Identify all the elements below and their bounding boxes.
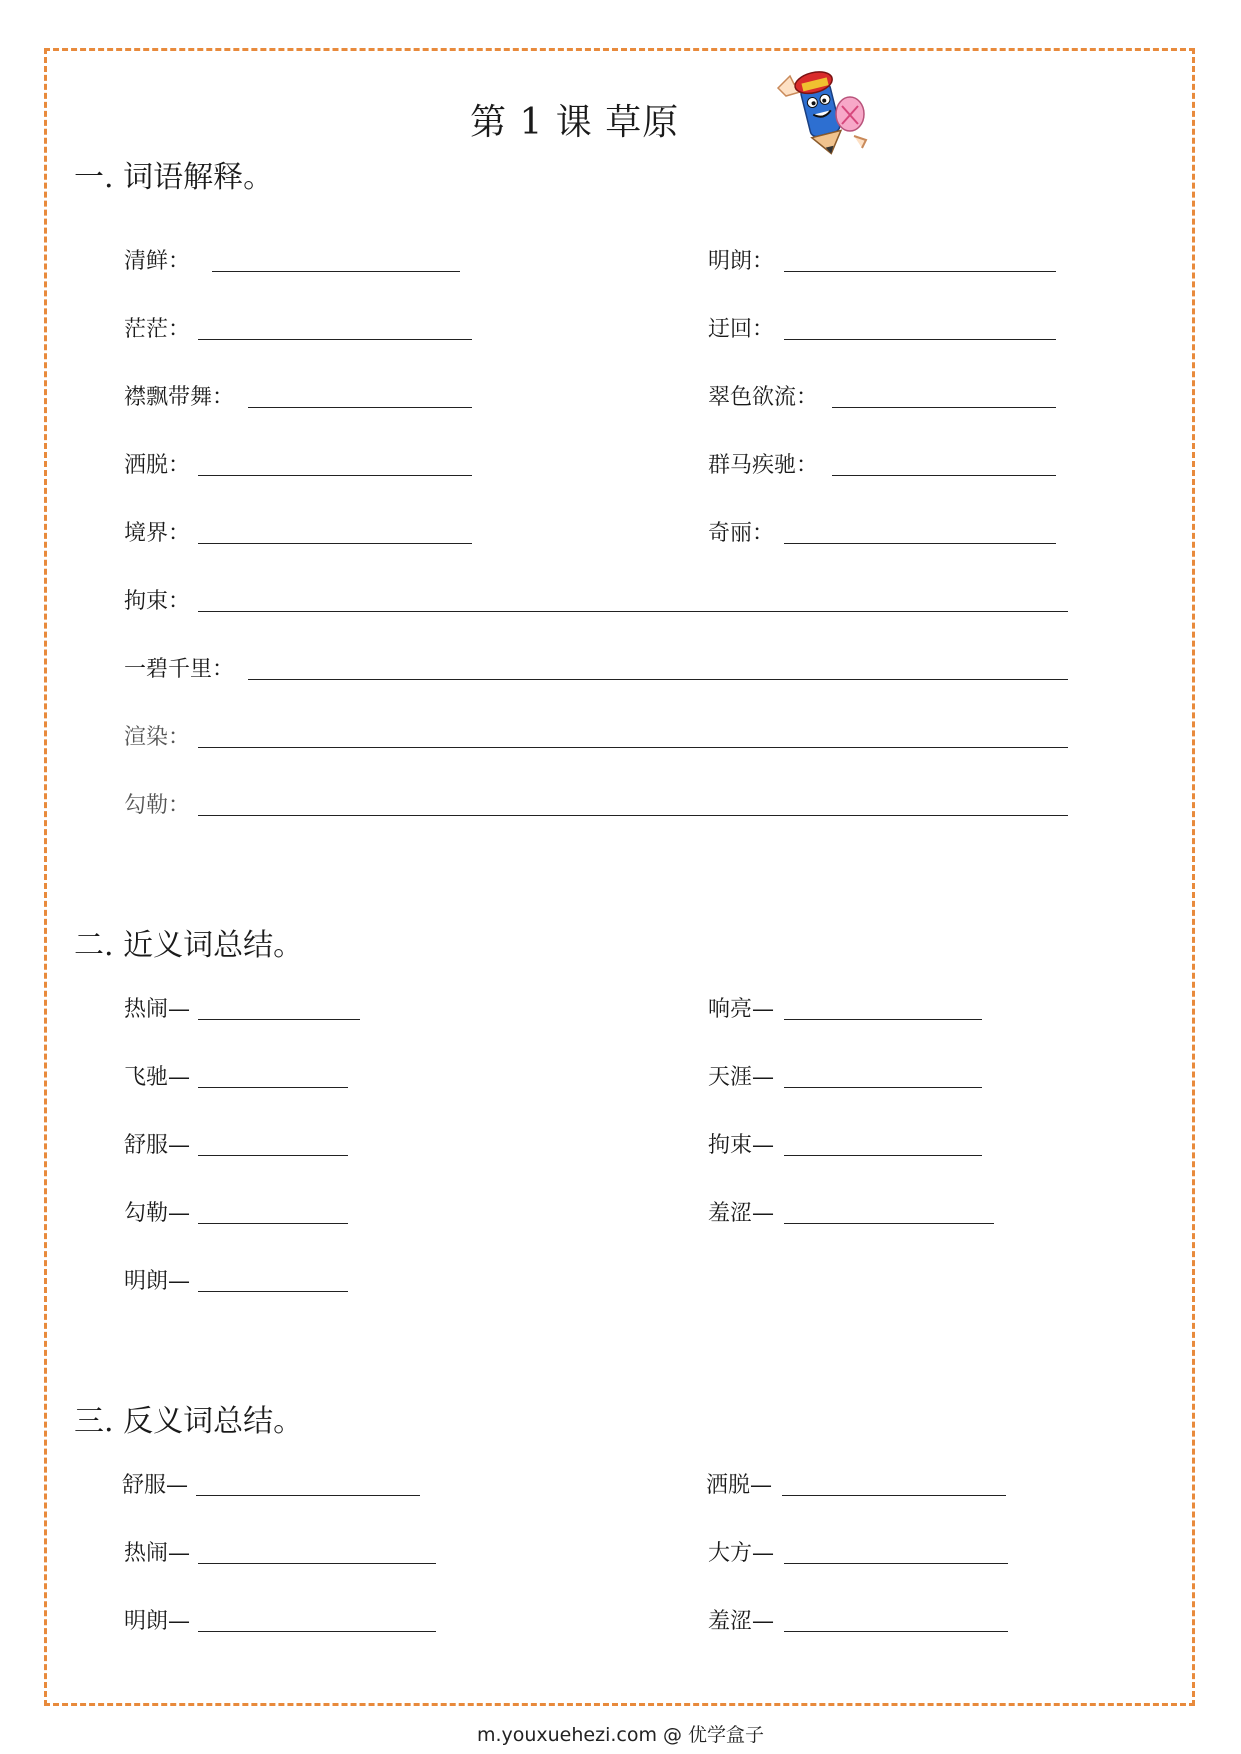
antonym-label: 羞涩— <box>708 1609 775 1634</box>
synonym-label: 拘束— <box>708 1133 775 1158</box>
synonym-label: 响亮— <box>708 997 775 1022</box>
antonym-label: 大方— <box>708 1541 775 1566</box>
vocab-label: 一碧千里： <box>124 657 235 682</box>
footer-site-credit: m.youxuehezi.com @ 优学盒子 <box>476 1724 765 1746</box>
section-heading-vocab: 一. 词语解释。 <box>74 160 274 195</box>
synonym-label: 明朗— <box>124 1269 191 1294</box>
answer-line[interactable] <box>198 611 1068 612</box>
vocab-label: 翠色欲流： <box>708 385 819 410</box>
pencil-mascot-icon <box>776 62 872 160</box>
vocab-label: 清鲜： <box>124 249 191 274</box>
answer-line[interactable] <box>198 1291 348 1292</box>
answer-line[interactable] <box>198 1087 348 1088</box>
section-heading-synonyms: 二. 近义词总结。 <box>74 928 304 963</box>
antonym-label: 明朗— <box>124 1609 191 1634</box>
answer-line[interactable] <box>196 1495 420 1496</box>
answer-line[interactable] <box>784 1087 982 1088</box>
answer-line[interactable] <box>784 1019 982 1020</box>
vocab-label: 奇丽： <box>708 521 775 546</box>
vocab-label: 襟飘带舞： <box>124 385 235 410</box>
answer-line[interactable] <box>198 1155 348 1156</box>
vocab-label: 拘束： <box>124 589 191 614</box>
vocab-label: 勾勒： <box>124 793 191 818</box>
synonym-label: 勾勒— <box>124 1201 191 1226</box>
answer-line[interactable] <box>198 339 472 340</box>
synonym-label: 飞驰— <box>124 1065 191 1090</box>
synonym-label: 热闹— <box>124 997 191 1022</box>
answer-line[interactable] <box>248 407 472 408</box>
answer-line[interactable] <box>784 543 1056 544</box>
answer-line[interactable] <box>832 407 1056 408</box>
antonym-label: 洒脱— <box>706 1473 773 1498</box>
page-title: 第 1 课 草原 <box>470 102 680 143</box>
vocab-label: 茫茫： <box>124 317 191 342</box>
answer-line[interactable] <box>784 1155 982 1156</box>
synonym-label: 舒服— <box>124 1133 191 1158</box>
vocab-label: 渲染： <box>124 725 191 750</box>
answer-line[interactable] <box>784 1563 1008 1564</box>
vocab-label: 明朗： <box>708 249 775 274</box>
answer-line[interactable] <box>198 1019 360 1020</box>
vocab-label: 群马疾驰： <box>708 453 819 478</box>
answer-line[interactable] <box>198 1563 436 1564</box>
answer-line[interactable] <box>784 271 1056 272</box>
vocab-label: 境界： <box>124 521 191 546</box>
answer-line[interactable] <box>198 543 472 544</box>
answer-line[interactable] <box>198 475 472 476</box>
section-heading-antonyms: 三. 反义词总结。 <box>74 1404 304 1439</box>
page-border <box>44 48 1195 1706</box>
answer-line[interactable] <box>198 1631 436 1632</box>
answer-line[interactable] <box>782 1495 1006 1496</box>
answer-line[interactable] <box>784 339 1056 340</box>
answer-line[interactable] <box>248 679 1068 680</box>
answer-line[interactable] <box>832 475 1056 476</box>
antonym-label: 热闹— <box>124 1541 191 1566</box>
answer-line[interactable] <box>198 747 1068 748</box>
answer-line[interactable] <box>212 271 460 272</box>
answer-line[interactable] <box>198 1223 348 1224</box>
antonym-label: 舒服— <box>122 1473 189 1498</box>
answer-line[interactable] <box>784 1223 994 1224</box>
synonym-label: 羞涩— <box>708 1201 775 1226</box>
vocab-label: 洒脱： <box>124 453 191 478</box>
vocab-label: 迂回： <box>708 317 775 342</box>
answer-line[interactable] <box>198 815 1068 816</box>
synonym-label: 天涯— <box>708 1065 775 1090</box>
answer-line[interactable] <box>784 1631 1008 1632</box>
